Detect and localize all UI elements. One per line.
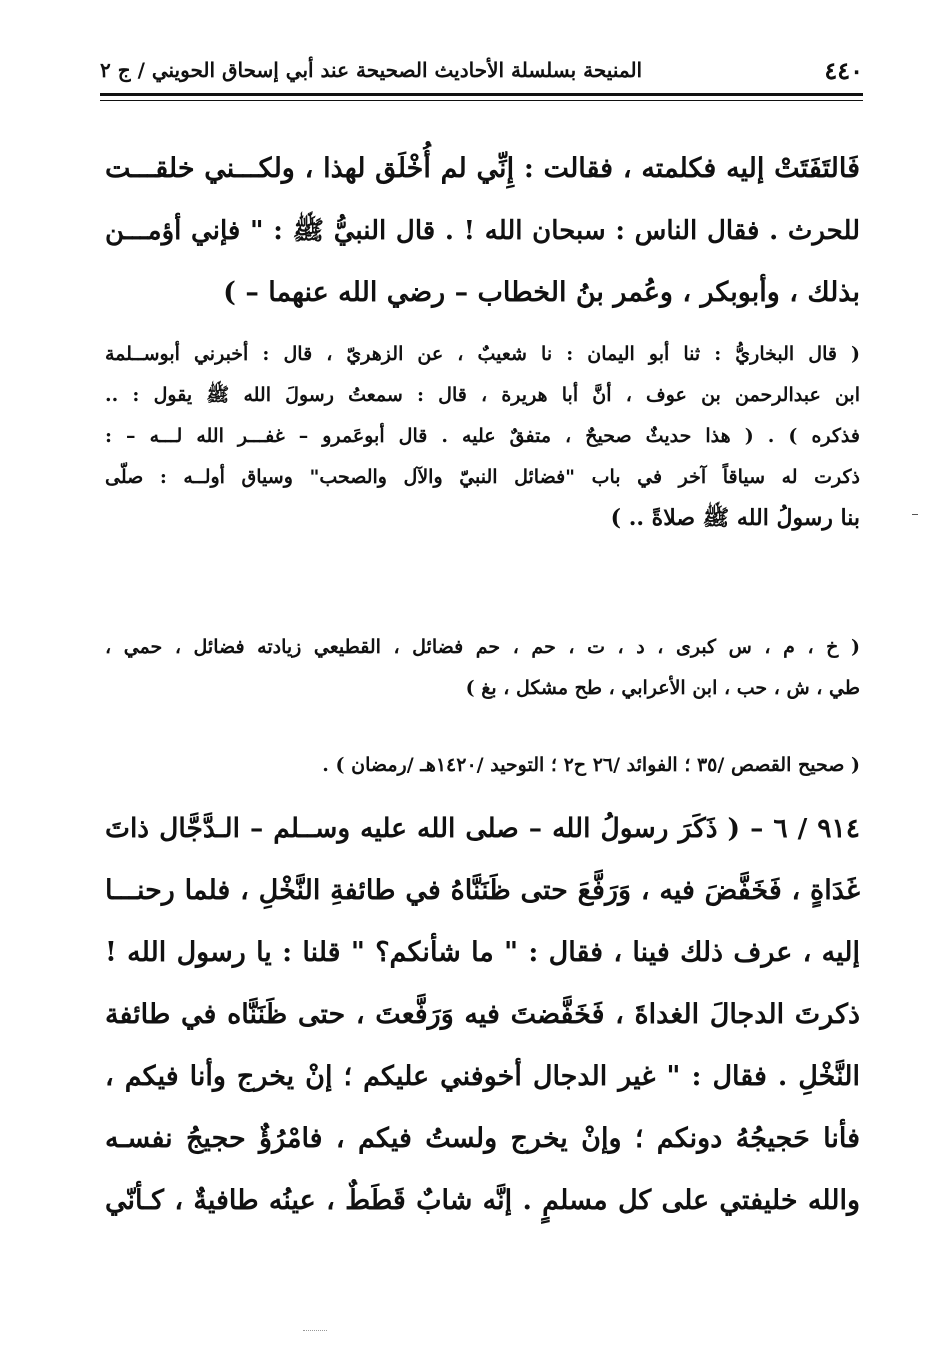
text-line: للحرث . فقال الناس : سبحان الله ! . قال النبيُّ ﷺ : " فإني أؤمـــن: [105, 216, 860, 246]
text-line: ( خ ، م ، س كبرى ، د ، ت ، حم ، حم فضائل ، القطيعي زيادته فضائل ، حمي ،: [105, 636, 860, 658]
text-line: ابن عبدالرحمن بن عوف ، أنَّ أبا هريرة ، قال : سمعتُ رسولَ الله ﷺ يقول : ..: [105, 384, 860, 406]
page-header: [100, 50, 863, 90]
header-rule-thin: [100, 100, 863, 101]
text-line: فأنا حَجيجُهُ دونكم ؛ وإنْ يخرج ولستُ فيكم ، فامْرُؤٌ حجيجُ نفسـه: [105, 1123, 860, 1154]
text-line: إليه ، عرف ذلك فينا ، فقال : " ما شأنكم؟ " قلنا : يا رسول الله !: [105, 937, 860, 968]
page-number: ٤٤٠: [824, 55, 863, 85]
hadith-914: [105, 798, 860, 1232]
isnad-commentary: [105, 334, 860, 539]
text-line: غَدَاةٍ ، فَخَفَّضَ فيه ، وَرَفَّعَ حتى ظَنَنَّاهُ في طائفةِ النَّخْلِ ، فلما رحنـــا: [105, 875, 860, 906]
text-line: طي ، ش ، حب ، ابن الأعرابي ، طح مشكل ، بغ ): [465, 677, 860, 699]
footer-mark: [303, 1330, 327, 1333]
text-line: ذكرت له سياقاً آخر في باب "فضائل النبيّ والآل والصحب" وسياق أولــه : صلّى: [105, 466, 860, 488]
text-line: فذكره ) . ( هذا حديثٌ صحيحٌ ، متفقٌ عليه . قال أبوعَمرو – غفـــر الله لـــه – :: [105, 425, 860, 447]
hadith-text-continuation: [105, 138, 860, 324]
takhrij-sources: [105, 627, 860, 709]
text-line: بنا رسولُ الله ﷺ صلاةً .. ): [610, 505, 860, 531]
running-title: المنيحة بسلسلة الأحاديث الصحيحة عند أبي إسحاق الحويني / ج ٢: [100, 58, 643, 82]
text-line: والله خليفتي على كل مسلمٍ . إنَّه شابٌ قَطَطٌ ، عينُه طافيةٌ ، كـأنّي: [105, 1185, 860, 1216]
text-line: النَّخْلِ . فقال : " غير الدجال أخوفني عليكم ؛ إنْ يخرج وأنا فيكم ،: [105, 1061, 860, 1092]
text-line: ( قال البخاريُّ : ثنا أبو اليمان : نا شعيبٌ ، عن الزهريّ ، قال : أخبرني أبوســلمة: [105, 343, 860, 365]
text-line: ٩١٤ / ٦ – ( ذَكَرَ رسولُ الله – صلى الله عليه وســلم – الـدَّجَّال ذاتَ: [105, 813, 860, 844]
margin-mark: [912, 514, 918, 515]
text-line: ذكرتَ الدجالَ الغداةَ ، فَخَفَّضتَ فيه وَرَفَّعتَ ، حتى ظَنَنَّاه في طائفة: [105, 999, 860, 1030]
header-rule-thick: [100, 93, 863, 96]
references: [105, 745, 860, 786]
text-line: ( صحيح القصص /٣٥ ؛ الفوائد /٢٦ ح٢ ؛ التوحيد /١٤٢٠هـ /رمضان ) .: [322, 754, 860, 776]
text-line: بذلك ، وأبوبكر ، وعُمر بنُ الخطاب – رضي الله عنهما – ): [223, 277, 860, 308]
text-line: فَالتَفَتَتْ إليه فكلمته ، فقالت : إِنِّي لم أُخْلَق لهذا ، ولكـــني خلقـــت: [105, 153, 860, 184]
